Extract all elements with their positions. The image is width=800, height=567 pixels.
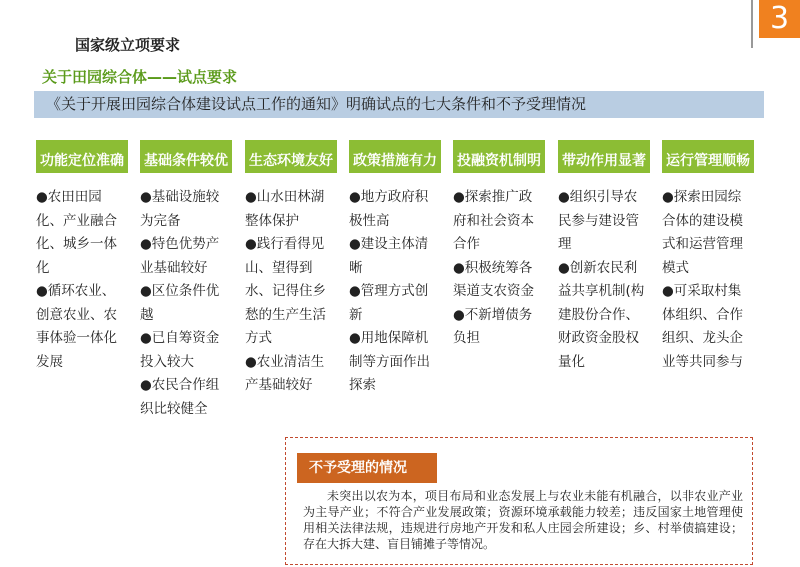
page-number-badge: 3 xyxy=(759,0,800,38)
column-heading: 基础条件较优 xyxy=(140,140,232,173)
list-item: ●区位条件优越 xyxy=(140,283,220,323)
column-heading: 运行管理顺畅 xyxy=(662,140,754,173)
column-body xyxy=(36,186,128,374)
column-heading: 生态环境友好 xyxy=(245,140,337,173)
list-item: ●山水田林湖整体保护 xyxy=(245,189,325,229)
condition-column-operation xyxy=(662,140,754,374)
list-item: ●可采取村集体组织、合作组织、龙头企业等共同参与 xyxy=(662,283,743,370)
condition-column-ecology xyxy=(245,140,337,398)
list-item: ●不新增债务负担 xyxy=(453,306,533,346)
condition-column-policy xyxy=(349,140,441,398)
column-heading: 投融资机制明 xyxy=(453,140,545,173)
column-heading: 功能定位准确 xyxy=(36,140,128,173)
rejection-text: 未突出以农为本，项目布局和业态发展上与农业未能有机融合，以非农业产业为主导产业；不符合产业发展政策；资源环境承载能力较差；违反国家土地管理使用相关法律法规，违规进行房地产开发和私人庄园会所建设；乡、村举债搞建设；存在大拆大建、盲目铺摊子等情况。 xyxy=(303,489,743,551)
list-item: ●用地保障机制等方面作出探索 xyxy=(349,330,430,393)
list-item: ●特色优势产业基础较好 xyxy=(140,236,220,276)
condition-column-driving xyxy=(558,140,650,374)
column-body xyxy=(140,186,232,421)
page-subtitle: 关于田园综合体——试点要求 xyxy=(42,68,238,86)
column-body xyxy=(558,186,650,374)
list-item: ●农民合作组织比较健全 xyxy=(140,377,220,417)
list-item: ●基础设施较为完备 xyxy=(140,189,220,229)
list-item: ●管理方式创新 xyxy=(349,283,429,323)
list-item: ●地方政府积极性高 xyxy=(349,189,429,229)
list-item: ●已自筹资金投入较大 xyxy=(140,330,220,370)
list-item: ●农业清洁生产基础较好 xyxy=(245,353,325,393)
list-item: ●探索田园综合体的建设模式和运营管理模式 xyxy=(662,189,743,276)
column-body xyxy=(453,186,545,351)
column-body xyxy=(245,186,337,398)
list-item: ●建设主体清晰 xyxy=(349,236,429,276)
condition-column-function xyxy=(36,140,128,374)
condition-column-foundation xyxy=(140,140,232,421)
condition-column-financing xyxy=(453,140,545,351)
list-item: ●践行看得见山、望得到水、记得住乡愁的生产生活方式 xyxy=(245,236,326,346)
rejection-heading: 不予受理的情况 xyxy=(297,453,437,483)
header-divider xyxy=(751,0,753,48)
list-item: ●创新农民利益共享机制(构建股份合作、财政资金股权量化 xyxy=(558,259,645,370)
column-heading: 政策措施有力 xyxy=(349,140,441,173)
list-item: ●积极统筹各渠道支农资金 xyxy=(453,259,534,299)
banner: 《关于开展田园综合体建设试点工作的通知》明确试点的七大条件和不予受理情况 xyxy=(34,91,764,118)
column-body xyxy=(349,186,441,398)
list-item: ●农田田园化、产业融合化、城乡一体化 xyxy=(36,189,117,276)
column-heading: 带动作用显著 xyxy=(558,140,650,173)
column-body xyxy=(662,186,754,374)
page-title: 国家级立项要求 xyxy=(75,36,181,54)
list-item: ●组织引导农民参与建设管理 xyxy=(558,189,639,252)
list-item: ●循环农业、创意农业、农事体验一体化发展 xyxy=(36,283,117,370)
list-item: ●探索推广政府和社会资本合作 xyxy=(453,189,534,252)
